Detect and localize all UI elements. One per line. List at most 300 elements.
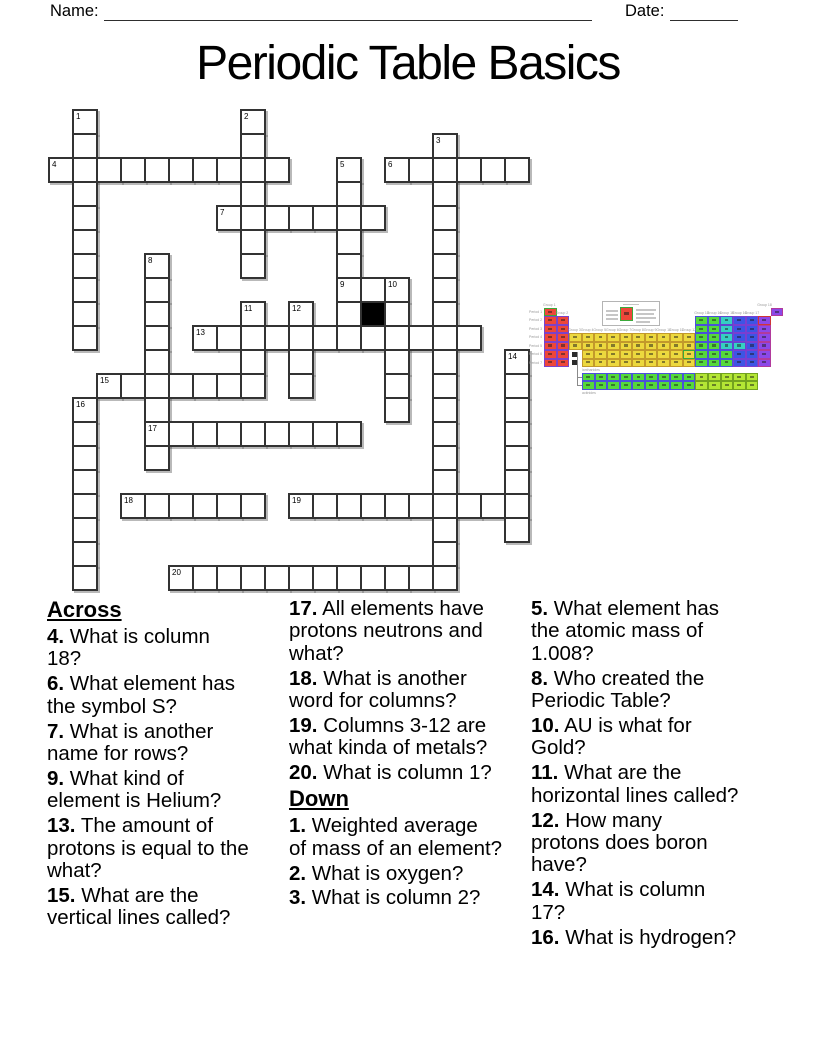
crossword-cell (240, 133, 266, 159)
crossword-cell (72, 253, 98, 279)
crossword-cell (336, 421, 362, 447)
crossword-black-cell (360, 301, 386, 327)
clue-item: 10. AU is what for Gold? (531, 714, 692, 760)
crossword-cell (312, 205, 338, 231)
clue-item: 7. What is another name for rows? (47, 719, 214, 766)
clue-number: 7. (47, 719, 65, 743)
crossword-cell (72, 445, 98, 471)
element-cell (720, 325, 733, 333)
element-cell (607, 342, 620, 350)
crossword-cell (120, 157, 146, 183)
crossword-cell (264, 565, 290, 591)
crossword-cell (504, 493, 530, 519)
crossword-cell (168, 493, 194, 519)
legend-text-bar (636, 321, 650, 323)
element-cell (645, 350, 658, 358)
cell-number: 7 (220, 208, 225, 217)
crossword-cell (288, 325, 314, 351)
group-label: Group 11 (669, 328, 684, 333)
element-cell (620, 333, 633, 341)
crossword-cell (240, 301, 266, 327)
crossword-cell (120, 373, 146, 399)
crossword-cell (384, 157, 410, 183)
element-cell (607, 359, 620, 367)
clue-column-1 (47, 598, 289, 932)
clue-item: 8. Who created the Periodic Table? (531, 666, 705, 713)
clue-number: 13. (47, 814, 76, 838)
crossword-cell (72, 493, 98, 519)
crossword-cell (456, 157, 482, 183)
crossword-cell (216, 373, 242, 399)
element-cell (557, 359, 570, 367)
crossword-cell (504, 373, 530, 399)
period-label: Period 1 (529, 310, 543, 314)
element-cell (594, 333, 607, 341)
crossword-cell (312, 493, 338, 519)
cell-number: 5 (340, 160, 345, 169)
element-cell (632, 333, 645, 341)
element-cell (758, 325, 771, 333)
clues-section-heading: Down (289, 786, 349, 812)
fblock-caption: actinides (582, 391, 596, 395)
clue-column-2 (289, 598, 531, 912)
element-cell (670, 333, 683, 341)
element-cell (557, 333, 570, 341)
clue-number: 15. (47, 883, 76, 907)
crossword-cell (240, 565, 266, 591)
crossword-cell (264, 421, 290, 447)
element-cell (544, 342, 557, 350)
crossword-cell (504, 469, 530, 495)
clue-number: 19. (289, 714, 318, 738)
clue-number: 3. (289, 886, 307, 910)
element-cell (607, 350, 620, 358)
crossword-cell (336, 325, 362, 351)
crossword-cell (72, 205, 98, 231)
crossword-cell (432, 541, 458, 567)
crossword-cell (192, 157, 218, 183)
cell-number: 18 (124, 496, 133, 505)
fblock-connector-line (577, 352, 578, 386)
crossword-cell (360, 277, 386, 303)
element-cell (607, 333, 620, 341)
clue-number: 1. (289, 814, 307, 838)
fblock-element-cell (607, 381, 620, 389)
crossword-cell (408, 493, 434, 519)
crossword-cell (192, 565, 218, 591)
crossword-cell (360, 205, 386, 231)
crossword-cell (360, 325, 386, 351)
crossword-cell (264, 205, 290, 231)
element-cell (708, 342, 721, 350)
period-label: Period 4 (529, 335, 543, 340)
crossword-cell (192, 325, 218, 351)
crossword-cell (72, 277, 98, 303)
fblock-element-cell (733, 381, 746, 389)
element-cell (582, 342, 595, 350)
crossword-cell (192, 493, 218, 519)
fblock-element-cell (582, 373, 595, 381)
clue-number: 5. (531, 597, 549, 620)
crossword-cell (240, 109, 266, 135)
element-cell (771, 308, 784, 316)
cell-number: 15 (100, 376, 109, 385)
element-cell (695, 359, 708, 367)
element-cell (557, 342, 570, 350)
cell-number: 4 (52, 160, 57, 169)
element-cell (683, 359, 696, 367)
clue-item: 13. The amount of protons is equal to the what? (47, 814, 249, 883)
fblock-element-cell (708, 381, 721, 389)
clue-item: 1. Weighted average of mass of an element? (289, 814, 503, 860)
clue-number: 6. (47, 672, 65, 696)
cell-number: 17 (148, 424, 157, 433)
crossword-cell (504, 397, 530, 423)
crossword-cell (384, 493, 410, 519)
crossword-cell (336, 493, 362, 519)
fblock-element-cell (746, 373, 759, 381)
clue-column-3 (531, 598, 789, 952)
crossword-cell (216, 493, 242, 519)
group-label: Group 15 (719, 311, 734, 316)
crossword-cell (168, 157, 194, 183)
element-cell (758, 316, 771, 324)
crossword-cell (72, 133, 98, 159)
date-blank-line (670, 4, 738, 21)
crossword-cell (72, 157, 98, 183)
crossword-cell (504, 445, 530, 471)
element-cell (683, 333, 696, 341)
date-label: Date: (625, 2, 665, 20)
crossword-cell (432, 301, 458, 327)
group-label: Group 12 (681, 328, 697, 333)
crossword-cell (432, 133, 458, 159)
fblock-element-cell (632, 381, 645, 389)
fblock-element-cell (695, 373, 708, 381)
element-cell (708, 316, 721, 324)
element-cell (657, 333, 670, 341)
element-cell (695, 325, 708, 333)
fblock-element-cell (721, 381, 734, 389)
clue-item: 18. What is another word for columns? (289, 666, 467, 713)
cell-number: 8 (148, 256, 153, 265)
legend-text-bar (636, 317, 656, 319)
element-cell (758, 359, 771, 367)
legend-text-bar (606, 314, 618, 316)
crossword-cell (336, 253, 362, 279)
crossword-grid (49, 110, 532, 593)
crossword-cell (216, 325, 242, 351)
legend-sample-element (620, 307, 633, 321)
element-cell (582, 359, 595, 367)
fblock-element-cell (683, 381, 696, 389)
name-blank-line (104, 4, 592, 21)
crossword-cell (456, 325, 482, 351)
crossword-cell (216, 565, 242, 591)
crossword-cell (240, 181, 266, 207)
legend-text-bar (636, 313, 654, 315)
fblock-element-cell (670, 373, 683, 381)
crossword-cell (96, 373, 122, 399)
crossword-cell (72, 421, 98, 447)
crossword-cell (72, 397, 98, 423)
crossword-cell (288, 301, 314, 327)
element-cell (708, 350, 721, 358)
crossword-cell (72, 109, 98, 135)
crossword-cell (480, 493, 506, 519)
fblock-element-cell (670, 381, 683, 389)
group-label: Group 10 (656, 328, 671, 333)
crossword-cell (72, 517, 98, 543)
crossword-cell (432, 205, 458, 231)
clue-number: 4. (47, 625, 65, 648)
crossword-cell (336, 301, 362, 327)
periodic-table (529, 296, 775, 399)
crossword-cell (72, 301, 98, 327)
period-label: Period 6 (529, 352, 543, 357)
crossword-cell (432, 373, 458, 399)
crossword-cell (432, 397, 458, 423)
periodic-table-legend-box (602, 301, 660, 326)
element-cell (645, 359, 658, 367)
clue-item: 17. All elements have protons neutrons and what? (289, 597, 484, 665)
crossword-cell (288, 205, 314, 231)
crossword-cell (240, 229, 266, 255)
fblock-element-cell (620, 373, 633, 381)
element-cell (733, 350, 746, 358)
crossword-cell (432, 445, 458, 471)
crossword-cell (312, 421, 338, 447)
element-cell (582, 350, 595, 358)
group-label: Group 8 (631, 328, 644, 333)
crossword-cell (72, 469, 98, 495)
clue-number: 8. (531, 666, 549, 690)
crossword-cell (144, 373, 170, 399)
crossword-cell (240, 421, 266, 447)
element-cell (594, 342, 607, 350)
crossword-cell (144, 253, 170, 279)
clue-number: 12. (531, 808, 560, 832)
crossword-cell (144, 277, 170, 303)
element-cell (557, 316, 570, 324)
element-cell (733, 333, 746, 341)
crossword-cell (216, 157, 242, 183)
crossword-cell (72, 541, 98, 567)
period-label: Period 2 (529, 318, 543, 323)
group-label: Group 7 (618, 328, 632, 333)
crossword-cell (336, 565, 362, 591)
element-cell (620, 350, 633, 358)
element-cell (720, 333, 733, 341)
element-cell (645, 333, 658, 341)
element-cell (544, 333, 557, 341)
element-cell (594, 359, 607, 367)
period-label: Period 3 (529, 326, 543, 331)
page-title: Periodic Table Basics (196, 37, 620, 90)
crossword-cell (144, 349, 170, 375)
group-label: Group 13 (694, 311, 709, 316)
crossword-cell (48, 157, 74, 183)
crossword-cell (336, 229, 362, 255)
clue-item: 16. What is hydrogen? (531, 925, 737, 949)
crossword-cell (168, 421, 194, 447)
group-label: Group 16 (732, 311, 747, 316)
crossword-cell (240, 205, 266, 231)
fblock-element-cell (582, 381, 595, 389)
element-cell (670, 342, 683, 350)
group-label: Group 6 (606, 328, 619, 333)
element-cell (544, 325, 557, 333)
clue-item: 4. What is column 18? (47, 625, 210, 671)
element-cell (720, 350, 733, 358)
crossword-cell (432, 421, 458, 447)
clue-item: 2. What is oxygen? (289, 861, 464, 885)
crossword-cell (432, 565, 458, 591)
crossword-cell (72, 565, 98, 591)
clue-item: 3. What is column 2? (289, 886, 481, 910)
crossword-cell (216, 421, 242, 447)
group-label: Group 14 (706, 311, 722, 316)
element-cell (582, 333, 595, 341)
crossword-cell (384, 301, 410, 327)
element-cell (746, 325, 759, 333)
group-label: Group 18 (757, 303, 772, 307)
clue-number: 10. (531, 714, 560, 738)
element-cell (683, 350, 696, 358)
element-cell (720, 316, 733, 324)
group-label: Group 5 (593, 328, 607, 333)
crossword-cell (432, 181, 458, 207)
element-cell (720, 359, 733, 367)
period-label: Period 5 (529, 343, 543, 348)
crossword-cell (72, 229, 98, 255)
cell-number: 1 (76, 112, 81, 121)
crossword-cell (264, 325, 290, 351)
fblock-element-cell (683, 373, 696, 381)
crossword-cell (456, 493, 482, 519)
element-cell (557, 350, 570, 358)
element-cell (657, 342, 670, 350)
group-label: Group 9 (643, 328, 657, 333)
group-label: Group 3 (568, 328, 581, 333)
element-cell (708, 359, 721, 367)
crossword-cell (432, 157, 458, 183)
crossword-cell (120, 493, 146, 519)
fblock-element-cell (645, 381, 658, 389)
element-cell (708, 325, 721, 333)
crossword-cell (264, 157, 290, 183)
crossword-cell (384, 373, 410, 399)
crossword-cell (504, 349, 530, 375)
fblock-element-cell (607, 373, 620, 381)
cell-number: 2 (244, 112, 249, 121)
element-cell (683, 342, 696, 350)
fblock-element-cell (695, 381, 708, 389)
crossword-cell (96, 157, 122, 183)
clues-section-heading: Across (47, 597, 122, 622)
element-cell (632, 342, 645, 350)
element-cell (733, 325, 746, 333)
crossword-cell (360, 565, 386, 591)
fblock-element-cell (632, 373, 645, 381)
legend-text-bar (606, 310, 618, 312)
crossword-cell (408, 157, 434, 183)
crossword-cell (384, 397, 410, 423)
legend-text-bar (636, 309, 656, 311)
crossword-cell (384, 325, 410, 351)
clue-item: 19. Columns 3-12 are what kinda of metals? (289, 714, 488, 760)
crossword-cell (432, 277, 458, 303)
element-cell (758, 333, 771, 341)
crossword-cell (144, 493, 170, 519)
cell-number: 3 (436, 136, 441, 145)
element-cell (758, 350, 771, 358)
group-label: Group 2 (555, 311, 569, 316)
crossword-cell (288, 493, 314, 519)
crossword-cell (240, 493, 266, 519)
fblock-element-cell (645, 373, 658, 381)
fblock-element-cell (620, 381, 633, 389)
clue-number: 14. (531, 878, 560, 902)
crossword-cell (240, 325, 266, 351)
fblock-element-cell (733, 373, 746, 381)
clue-number: 11. (531, 761, 559, 785)
clue-number: 2. (289, 861, 307, 885)
element-cell (695, 316, 708, 324)
element-cell (758, 342, 771, 350)
clue-item: 11. What are the horizontal lines called? (531, 761, 739, 807)
crossword-cell (240, 373, 266, 399)
clue-item: 20. What is column 1? (289, 761, 492, 785)
crossword-cell (480, 157, 506, 183)
element-cell (746, 316, 759, 324)
crossword-cell (240, 349, 266, 375)
crossword-cell (504, 421, 530, 447)
element-cell (594, 350, 607, 358)
element-cell (544, 350, 557, 358)
clue-number: 9. (47, 766, 65, 790)
element-cell (645, 342, 658, 350)
crossword-cell (192, 421, 218, 447)
group-label: Group 1 (543, 303, 556, 307)
clue-item: 14. What is column 17? (531, 878, 706, 924)
cell-number: 9 (340, 280, 345, 289)
crossword-cell (408, 325, 434, 351)
element-cell (670, 359, 683, 367)
crossword-cell (144, 445, 170, 471)
fblock-element-cell (658, 373, 671, 381)
element-cell (632, 359, 645, 367)
element-cell (733, 316, 746, 324)
crossword-cell (432, 253, 458, 279)
crossword-cell (432, 229, 458, 255)
element-cell (544, 316, 557, 324)
crossword-cell (288, 349, 314, 375)
period-label: Period 7 (529, 360, 543, 365)
crossword-cell (144, 421, 170, 447)
element-cell (746, 342, 759, 350)
element-cell (544, 359, 557, 367)
group-label: Group 4 (580, 328, 594, 333)
crossword-cell (288, 373, 314, 399)
crossword-cell (144, 397, 170, 423)
crossword-cell (168, 565, 194, 591)
element-cell (695, 333, 708, 341)
element-cell (720, 342, 733, 350)
element-cell (695, 342, 708, 350)
element-cell (569, 342, 582, 350)
crossword-cell (192, 373, 218, 399)
